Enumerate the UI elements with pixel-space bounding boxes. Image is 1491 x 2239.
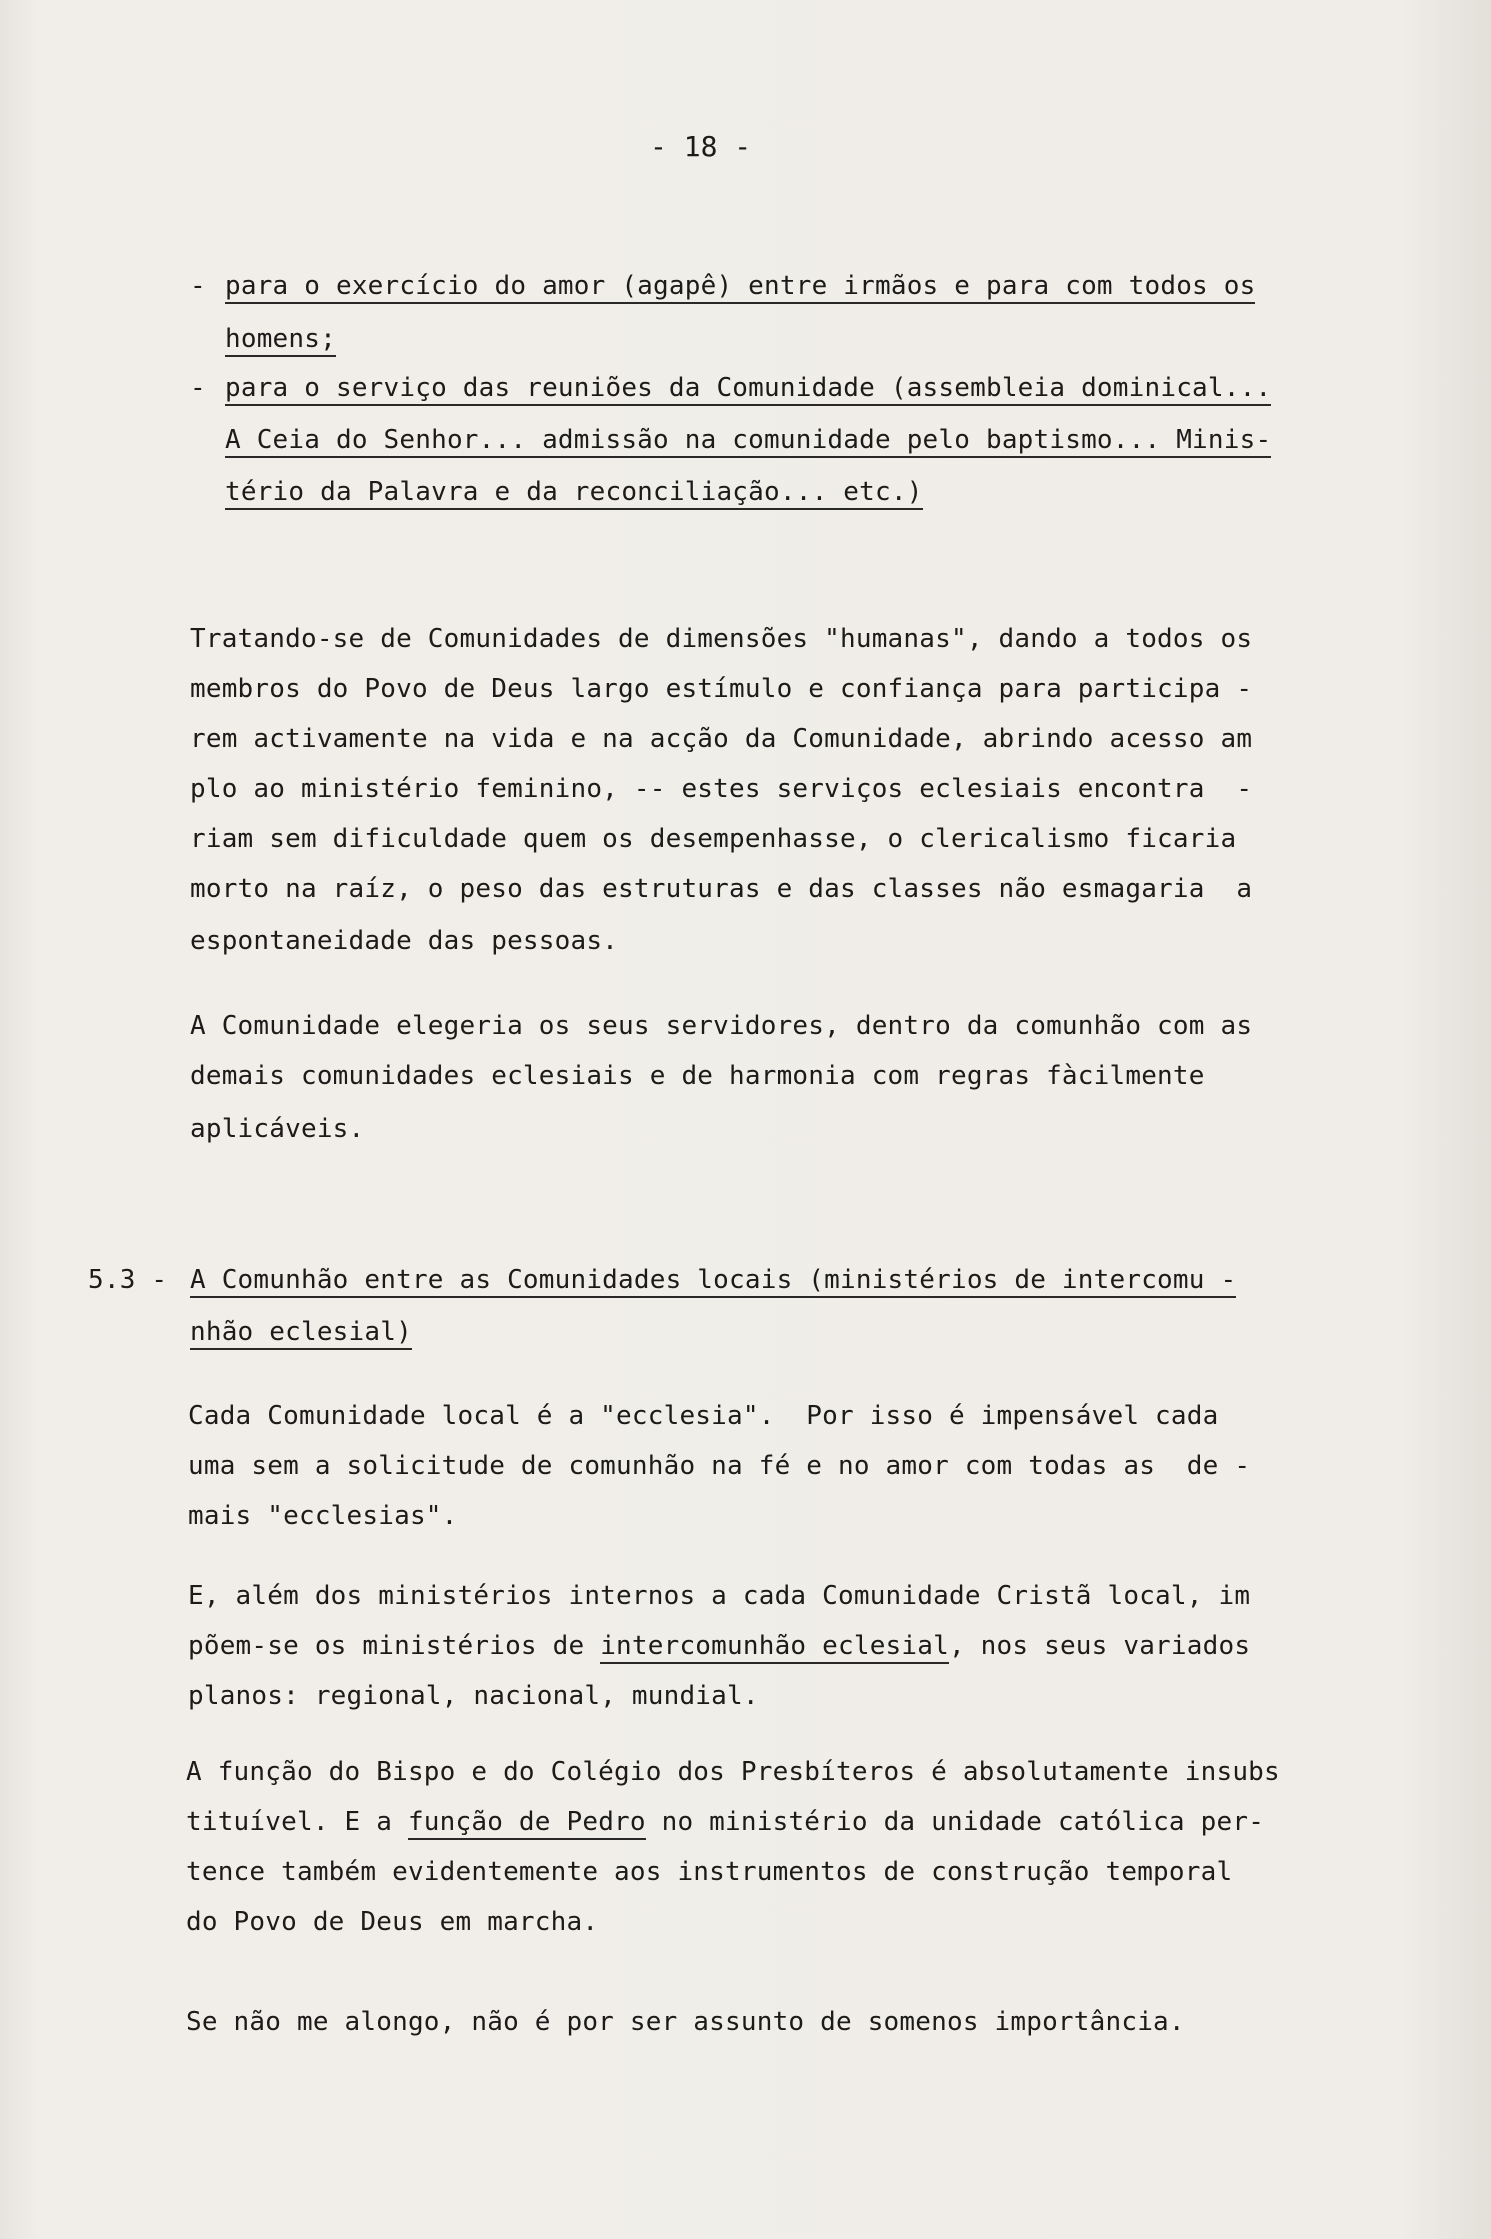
bullet-dash: -	[190, 271, 206, 301]
section-heading-line-2: nhão eclesial)	[190, 1317, 412, 1350]
paragraph-3-line: mais "ecclesias".	[188, 1501, 458, 1531]
bullet-dash: -	[190, 373, 206, 403]
paragraph-4-line: E, além dos ministérios internos a cada Comunidade Cristã local, im	[188, 1581, 1251, 1611]
paragraph-2-line: A Comunidade elegeria os seus servidores, dentro da comunhão com as	[190, 1011, 1253, 1041]
paragraph-1-line: espontaneidade das pessoas.	[190, 926, 619, 956]
bullet-2-line-2: A Ceia do Senhor... admissão na comunidade pelo baptismo... Minis-	[225, 425, 1271, 458]
underlined-phrase: função de Pedro	[408, 1807, 646, 1840]
paragraph-1-line: riam sem dificuldade quem os desempenhasse, o clericalismo ficaria	[190, 824, 1237, 854]
paragraph-2-line: aplicáveis.	[190, 1114, 365, 1144]
bullet-2-line-1: para o serviço das reuniões da Comunidade (assembleia dominical...	[225, 373, 1271, 406]
paragraph-3-line: Cada Comunidade local é a "ecclesia". Por isso é impensável cada	[188, 1401, 1219, 1431]
bullet-1-line-1: para o exercício do amor (agapê) entre irmãos e para com todos os	[225, 271, 1255, 304]
paragraph-5-line: A função do Bispo e do Colégio dos Presbíteros é absolutamente insubs	[186, 1757, 1280, 1787]
paragraph-5-line: tence também evidentemente aos instrumentos de construção temporal	[186, 1857, 1233, 1887]
page-number: - 18 -	[650, 130, 752, 163]
bullet-1-line-2: homens;	[225, 324, 336, 357]
paragraph-5-line: do Povo de Deus em marcha.	[186, 1907, 599, 1937]
paragraph-1-line: morto na raíz, o peso das estruturas e das classes não esmagaria a	[190, 874, 1253, 904]
closing-line: Se não me alongo, não é por ser assunto de somenos importância.	[186, 2007, 1185, 2037]
bullet-2-line-3: tério da Palavra e da reconciliação... etc.)	[225, 477, 923, 510]
section-number: 5.3 -	[88, 1265, 168, 1295]
paragraph-3-line: uma sem a solicitude de comunhão na fé e no amor com todas as de -	[188, 1451, 1251, 1481]
paragraph-1-line: rem activamente na vida e na acção da Comunidade, abrindo acesso am	[190, 724, 1253, 754]
paragraph-4-line: planos: regional, nacional, mundial.	[188, 1681, 759, 1711]
underlined-phrase: intercomunhão eclesial	[600, 1631, 949, 1664]
paragraph-4-line: põem-se os ministérios de intercomunhão eclesial, nos seus variados	[188, 1630, 1250, 1662]
section-heading-line-1: A Comunhão entre as Comunidades locais (ministérios de intercomu -	[190, 1265, 1236, 1298]
paragraph-5-line: tituível. E a função de Pedro no ministério da unidade católica per-	[186, 1806, 1264, 1838]
paragraph-2-line: demais comunidades eclesiais e de harmonia com regras fàcilmente	[190, 1061, 1205, 1091]
paragraph-1-line: Tratando-se de Comunidades de dimensões "humanas", dando a todos os	[190, 624, 1253, 654]
paragraph-1-line: plo ao ministério feminino, -- estes serviços eclesiais encontra -	[190, 774, 1253, 804]
paragraph-1-line: membros do Povo de Deus largo estímulo e confiança para participa -	[190, 674, 1253, 704]
